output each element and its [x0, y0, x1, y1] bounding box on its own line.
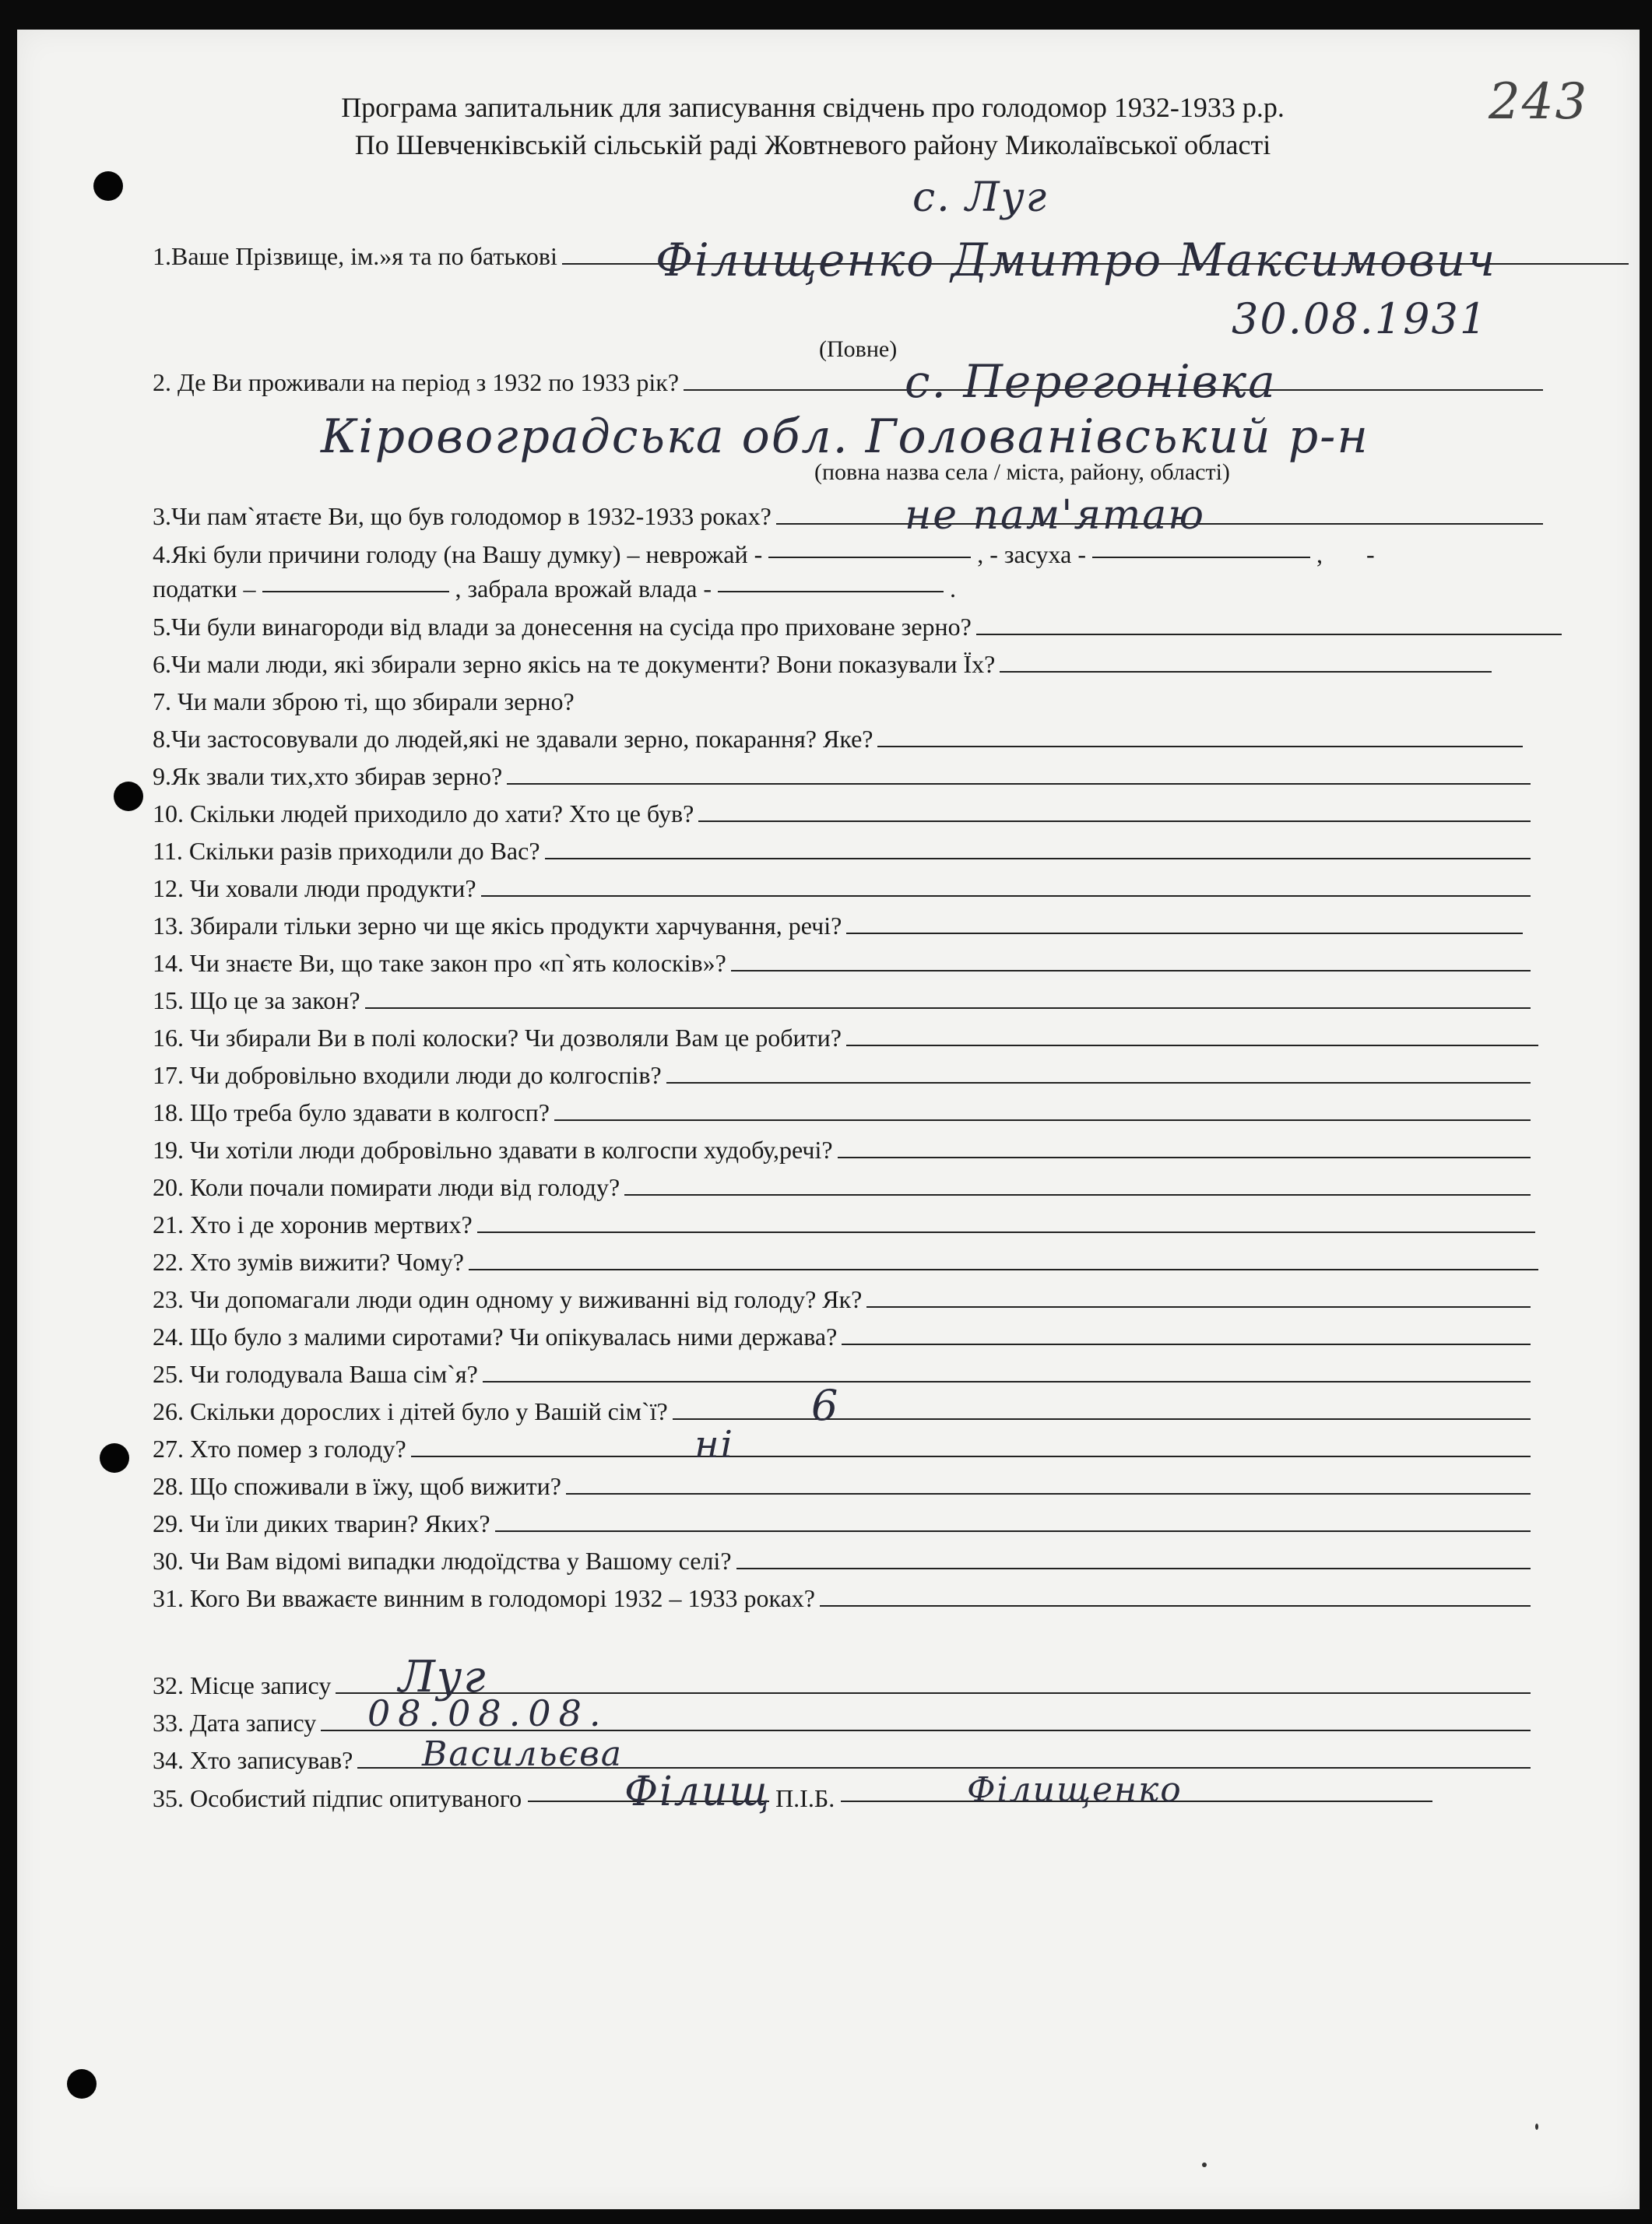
question-23-label: 23. Чи допомагали люди один одному у виживанні від голоду? Як?: [153, 1285, 863, 1313]
question-3-label: 3.Чи пам`ятаєте Ви, що був голодомор в 1932-1933 роках?: [153, 502, 772, 530]
question-28: [153, 1471, 1531, 1501]
answer-gap: [262, 591, 449, 592]
question-18: [153, 1098, 1531, 1127]
answer-line: [554, 1119, 1531, 1121]
answer-2: с. Перегонівка: [905, 355, 1277, 408]
answer-line: [820, 1605, 1531, 1607]
answer-line: [411, 1456, 1531, 1457]
question-24: [153, 1322, 1531, 1351]
question-26: [153, 1397, 1531, 1426]
answer-line: [481, 895, 1531, 897]
question-32-label: 32. Місце запису: [153, 1671, 332, 1699]
question-5-label: 5.Чи були винагороди від влади за донесення на сусіда про приховане зерно?: [153, 613, 972, 641]
answer-35-pib: Філищенко: [967, 1770, 1183, 1810]
answer-1: Філищенко Дмитро Максимович: [656, 234, 1497, 286]
question-12-label: 12. Чи ховали люди продукти?: [153, 874, 476, 902]
question-31-label: 31. Кого Ви вважаєте винним в голодоморі 1932 – 1933 роках?: [153, 1584, 815, 1612]
header-line-2: По Шевченківській сільській раді Жовтневого району Миколаївської області: [354, 129, 1271, 160]
answer-line: [507, 783, 1531, 785]
answer-3: не пам'ятаю: [905, 492, 1205, 539]
question-31: [153, 1583, 1531, 1613]
question-35: [153, 1784, 1432, 1813]
question-20-label: 20. Коли почали помирати люди від голоду?: [153, 1173, 620, 1201]
answer-gap: [1092, 557, 1310, 558]
answer-line: [666, 1082, 1531, 1084]
question-19-label: 19. Чи хотіли люди добровільно здавати в колгоспи худобу,речі?: [153, 1136, 833, 1164]
question-4-dash: -: [1366, 540, 1375, 568]
answer-line: [566, 1493, 1531, 1495]
question-21-label: 21. Хто і де хоронив мертвих?: [153, 1210, 473, 1238]
question-2: [153, 367, 1543, 397]
question-10: [153, 799, 1531, 828]
answer-26: 6: [811, 1381, 840, 1430]
question-10-label: 10. Скільки людей приходило до хати? Хто це був?: [153, 799, 694, 827]
answer-1-date: 30.08.1931: [1232, 294, 1489, 343]
answer-line: [673, 1418, 1531, 1420]
question-15: [153, 986, 1531, 1015]
answer-line: [731, 970, 1531, 971]
question-4-label-c: податки –: [153, 574, 256, 603]
answer-33: 08.08.08.: [367, 1692, 609, 1734]
punch-hole: [67, 2069, 97, 2099]
question-16-label: 16. Чи збирали Ви в полі колоски? Чи дозволяли Вам це робити?: [153, 1024, 842, 1052]
question-33-label: 33. Дата запису: [153, 1709, 317, 1737]
page-number: 243: [1489, 73, 1589, 131]
question-13-label: 13. Збирали тільки зерно чи ще якісь продукти харчування, речі?: [153, 912, 842, 940]
question-6-label: 6.Чи мали люди, які збирали зерно якісь на те документи? Вони показували Їх?: [153, 650, 996, 678]
question-21: [153, 1210, 1535, 1239]
paper-speck: [1535, 2124, 1538, 2130]
question-7-label: 7. Чи мали зброю ті, що збирали зерно?: [153, 687, 575, 715]
question-4-line-2: [153, 574, 956, 603]
question-1-sublabel: (Повне): [819, 336, 898, 362]
answer-line: [866, 1306, 1531, 1308]
question-30-label: 30. Чи Вам відомі випадки людоїдства у Вашому селі?: [153, 1547, 732, 1575]
answer-2-region: Кіровоградська обл. Голованівський р-н: [321, 409, 1369, 464]
question-14: [153, 948, 1531, 978]
question-18-label: 18. Що треба було здавати в колгосп?: [153, 1098, 550, 1126]
answer-34: Васильєва: [422, 1734, 624, 1774]
question-22-label: 22. Хто зумів вижити? Чому?: [153, 1248, 464, 1276]
question-4-label-trail: ,: [1316, 540, 1323, 568]
question-4-label-a: 4.Які були причини голоду (на Вашу думку) – неврожай -: [153, 540, 763, 568]
question-27-label: 27. Хто помер з голоду?: [153, 1435, 406, 1463]
question-23: [153, 1284, 1531, 1314]
question-9-label: 9.Як звали тих,хто збирав зерно?: [153, 762, 503, 790]
question-14-label: 14. Чи знаєте Ви, що таке закон про «п`ять колосків»?: [153, 949, 726, 977]
answer-line: [838, 1157, 1531, 1158]
answer-line: [469, 1269, 1538, 1270]
question-9: [153, 761, 1531, 791]
question-25: [153, 1359, 1531, 1389]
question-15-label: 15. Що це за закон?: [153, 986, 360, 1014]
question-32: [153, 1671, 1531, 1700]
answer-line: [877, 746, 1523, 747]
question-11: [153, 836, 1531, 866]
period: .: [950, 574, 957, 603]
answer-line: [545, 858, 1531, 859]
question-6: [153, 649, 1492, 679]
question-12: [153, 873, 1531, 903]
question-17: [153, 1060, 1531, 1090]
question-20: [153, 1172, 1531, 1202]
question-28-label: 28. Що споживали в їжу, щоб вижити?: [153, 1472, 561, 1500]
question-8-label: 8.Чи застосовували до людей,які не здавали зерно, покарання? Яке?: [153, 725, 873, 753]
question-27: [153, 1434, 1531, 1463]
question-4-label-d: , забрала врожай влада -: [455, 574, 712, 603]
pib-label: П.І.Б.: [775, 1784, 835, 1812]
question-30: [153, 1546, 1531, 1576]
question-29: [153, 1509, 1531, 1538]
question-7: [153, 687, 575, 716]
question-29-label: 29. Чи їли диких тварин? Яких?: [153, 1509, 490, 1537]
answer-line: [477, 1231, 1535, 1233]
question-22: [153, 1247, 1538, 1277]
signature: Філищ: [624, 1769, 772, 1815]
answer-line: [736, 1568, 1531, 1569]
answer-line: [495, 1530, 1531, 1532]
punch-hole: [100, 1443, 129, 1473]
answer-27: ні: [694, 1423, 734, 1467]
answer-line: [842, 1344, 1531, 1345]
answer-line: [365, 1007, 1531, 1009]
question-25-label: 25. Чи голодувала Ваша сім`я?: [153, 1360, 478, 1388]
question-2-sublabel: (повна назва села / міста, району, області): [814, 459, 1230, 485]
question-34: [153, 1745, 1531, 1775]
punch-hole: [114, 782, 143, 811]
answer-line: [976, 634, 1562, 635]
answer-32: Луг: [399, 1652, 487, 1702]
question-17-label: 17. Чи добровільно входили люди до колгоспів?: [153, 1061, 662, 1089]
answer-line: [846, 933, 1523, 934]
question-13: [153, 911, 1523, 940]
answer-line: [846, 1045, 1538, 1046]
answer-line: [1000, 671, 1492, 673]
answer-gap: [768, 557, 971, 558]
answer-gap: [718, 591, 944, 592]
village-note: с. Луг: [912, 174, 1049, 221]
answer-line: [483, 1381, 1531, 1383]
question-2-label: 2. Де Ви проживали на період з 1932 по 1933 рік?: [153, 368, 680, 396]
question-3: [153, 501, 1543, 531]
question-26-label: 26. Скільки дорослих і дітей було у Вашій сім`ї?: [153, 1397, 668, 1425]
question-5: [153, 612, 1562, 641]
answer-line: [698, 820, 1531, 822]
question-33: [153, 1708, 1531, 1737]
question-11-label: 11. Скільки разів приходили до Вас?: [153, 837, 540, 865]
answer-line: [624, 1194, 1531, 1196]
document-page: [17, 30, 1640, 2209]
question-24-label: 24. Що було з малими сиротами? Чи опікувалась ними держава?: [153, 1323, 838, 1351]
question-8: [153, 724, 1523, 754]
question-4-label-b: , - засуха -: [977, 540, 1086, 568]
paper-speck: [1202, 2163, 1207, 2167]
punch-hole: [93, 171, 123, 201]
question-35-label: 35. Особистий підпис опитуваного: [153, 1784, 522, 1812]
header-line-1: Програма запитальник для записування свідчень про голодомор 1932-1933 р.р.: [341, 92, 1285, 123]
question-1-label: 1.Ваше Прізвище, ім.»я та по батькові: [153, 242, 557, 270]
question-4-line-1: [153, 540, 1375, 569]
question-34-label: 34. Хто записував?: [153, 1746, 353, 1774]
question-19: [153, 1135, 1531, 1165]
question-16: [153, 1023, 1538, 1052]
